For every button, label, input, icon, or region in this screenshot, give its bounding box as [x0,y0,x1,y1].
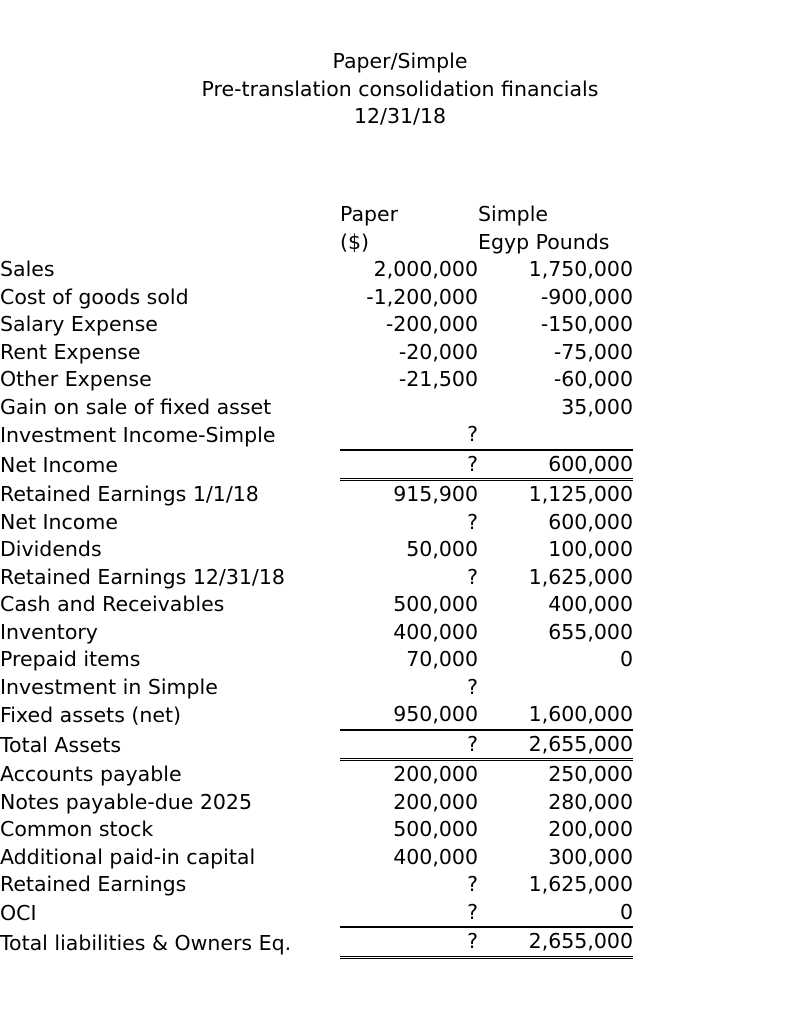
row-pad-cell [633,591,800,619]
row-value-simple: -900,000 [540,284,633,309]
row-pad-cell [633,450,800,480]
row-pad-cell [633,816,800,844]
row-label: Retained Earnings [0,872,187,896]
row-value-paper: -20,000 [398,339,478,364]
row-pad-cell [633,256,800,284]
table-row [0,789,800,817]
table-row-subtotal-total-assets [0,730,800,760]
row-value-simple: 655,000 [548,619,633,644]
row-pad-cell [633,421,800,450]
header-unit-blank [0,229,340,257]
table-row [0,564,800,592]
row-label: Common stock [0,817,154,841]
table-row [0,760,800,789]
row-label: Dividends [0,537,102,561]
row-label: Notes payable-due 2025 [0,789,253,814]
row-value-paper: 400,000 [393,619,478,644]
row-label: OCI [0,900,37,925]
row-value-paper: ? [340,450,478,480]
row-value-paper: 500,000 [393,817,478,841]
row-label: Prepaid items [0,647,141,671]
table-header-row-names [0,201,800,229]
header-pad-cell [633,201,800,229]
row-pad-cell [633,730,800,760]
table-row [0,480,800,509]
row-value-simple: 1,625,000 [528,872,633,896]
row-value-simple: 100,000 [548,537,633,561]
row-pad-cell [633,339,800,367]
row-label: Additional paid-in capital [0,844,256,869]
table-row [0,536,800,564]
row-value-simple: 400,000 [548,592,633,616]
row-value-paper: ? [467,674,478,699]
row-value-paper: ? [467,422,478,446]
table-row [0,311,800,339]
row-value-simple: 2,655,000 [478,730,633,760]
row-value-simple: -150,000 [540,312,633,336]
header-paper-unit: ($) [340,229,370,254]
row-pad-cell [633,509,800,537]
row-value-paper: 400,000 [393,844,478,869]
table-row [0,871,800,899]
row-label: Sales [0,257,55,281]
table-row [0,619,800,647]
row-value-paper: ? [467,509,478,534]
row-value-paper: ? [467,564,478,589]
row-value-simple: 300,000 [548,844,633,869]
title-line-company: Paper/Simple [332,49,468,73]
row-pad-cell [633,760,800,789]
row-pad-cell [633,480,800,509]
row-label: Fixed assets (net) [0,703,182,727]
table-row [0,256,800,284]
row-label: Investment in Simple [0,674,218,699]
row-value-paper: 70,000 [406,647,478,671]
row-pad-cell [633,844,800,872]
row-value-paper: ? [467,899,478,924]
title-line-subtitle: Pre-translation consolidation financials [201,76,599,101]
row-label: Gain on sale of fixed asset [0,394,272,419]
table-row [0,591,800,619]
row-pad-cell [633,927,800,957]
row-label: Total liabilities & Owners Eq. [0,930,292,955]
table-row [0,509,800,537]
row-value-simple: 200,000 [548,817,633,841]
row-value-simple: 600,000 [548,509,633,534]
header-simple-name: Simple [478,202,548,226]
header-label-blank [0,201,340,229]
row-pad-cell [633,646,800,674]
row-value-simple: 1,625,000 [528,564,633,589]
row-value-paper [340,394,478,422]
row-pad-cell [633,619,800,647]
row-label: Retained Earnings 1/1/18 [0,482,259,506]
row-value-paper: 50,000 [406,537,478,561]
table-row [0,674,800,702]
table-row [0,339,800,367]
row-value-paper: 915,900 [393,482,478,506]
row-value-paper: -21,500 [398,367,478,391]
row-pad-cell [633,871,800,899]
table-row [0,899,800,928]
table-row [0,844,800,872]
header-unit-pad-cell [633,229,800,257]
consolidation-table [0,201,800,959]
row-value-simple: 0 [619,899,633,924]
row-pad-cell [633,394,800,422]
row-value-simple: 1,125,000 [528,482,633,506]
row-value-simple: 35,000 [561,394,633,419]
table-row [0,646,800,674]
table-row-total-liabilities-equity [0,927,800,957]
row-value-paper: 2,000,000 [373,257,478,281]
row-value-paper: -1,200,000 [366,284,478,309]
row-value-paper: 950,000 [393,702,478,726]
row-value-simple: 1,750,000 [528,257,633,281]
row-label: Net Income [0,453,118,477]
row-pad-cell [633,311,800,339]
row-value-simple [478,421,633,450]
table-row [0,421,800,450]
row-value-simple: 2,655,000 [478,927,633,957]
row-value-paper: 500,000 [393,592,478,616]
row-label: Cost of goods sold [0,284,189,309]
row-label: Rent Expense [0,339,141,364]
row-pad-cell [633,564,800,592]
row-pad-cell [633,284,800,312]
row-value-paper: ? [340,927,478,957]
row-pad-cell [633,899,800,928]
table-row-subtotal-net-income [0,450,800,480]
row-value-simple [478,674,633,702]
row-value-paper: 200,000 [393,762,478,786]
document-title-block [0,48,800,131]
row-pad-cell [633,701,800,730]
row-value-simple: -75,000 [553,339,633,364]
table-row [0,394,800,422]
row-label: Net Income [0,509,118,534]
row-pad-cell [633,789,800,817]
row-value-simple: 1,600,000 [528,702,633,726]
row-value-paper: -200,000 [385,312,478,336]
row-value-paper: ? [340,730,478,760]
row-label: Other Expense [0,367,152,391]
row-label: Retained Earnings 12/31/18 [0,564,285,589]
row-value-simple: 600,000 [478,450,633,480]
row-pad-cell [633,366,800,394]
table-row [0,284,800,312]
row-label: Investment Income-Simple [0,423,276,447]
table-row [0,816,800,844]
table-header-row-units [0,229,800,257]
row-value-paper: ? [467,872,478,896]
row-label: Cash and Receivables [0,592,225,616]
row-value-simple: 0 [619,647,633,671]
table-row [0,701,800,730]
table-row [0,366,800,394]
row-label: Salary Expense [0,312,158,336]
row-label: Inventory [0,619,98,644]
row-label: Accounts payable [0,762,182,786]
row-value-paper: 200,000 [393,789,478,814]
title-line-date: 12/31/18 [353,104,447,128]
header-paper-name: Paper [340,202,399,226]
header-simple-unit: Egyp Pounds [478,229,610,254]
row-pad-cell [633,674,800,702]
row-value-simple: 280,000 [548,789,633,814]
row-pad-cell [633,536,800,564]
row-label: Total Assets [0,733,122,757]
row-value-simple: -60,000 [553,367,633,391]
row-value-simple: 250,000 [548,762,633,786]
